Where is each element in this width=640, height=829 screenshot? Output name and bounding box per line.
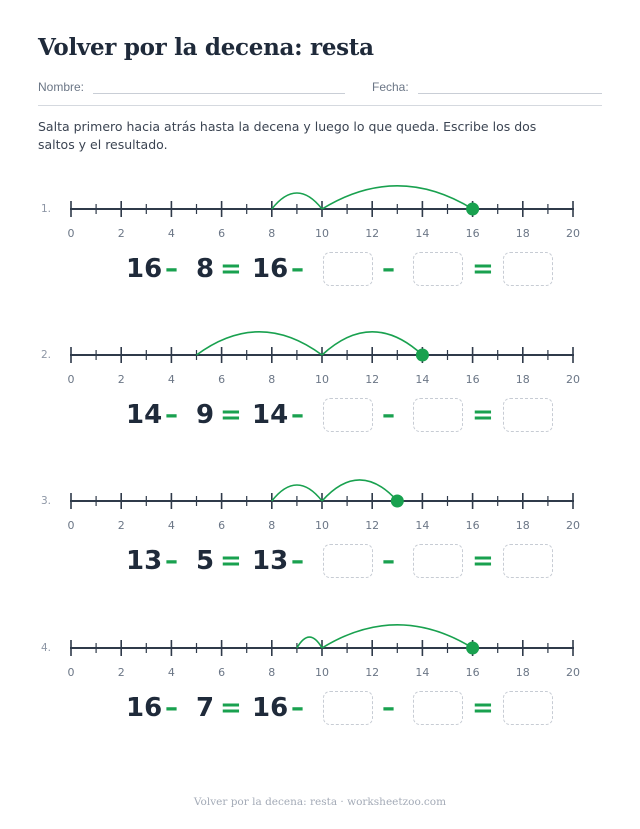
tick-label: 4 [167,227,175,240]
tick-label: 10 [315,519,329,532]
equals-sign: = [472,693,494,723]
number-line [0,200,640,245]
tick-label: 12 [365,519,380,532]
tick-label: 14 [415,373,430,386]
tick-label: 6 [218,666,226,679]
second-jump-box[interactable] [413,544,463,578]
minuend: 13 [126,546,163,576]
jump-arc [197,332,323,355]
tick-label: 8 [268,666,276,679]
minuend-repeat: 14 [252,400,289,430]
minuend-repeat: 13 [252,546,289,576]
subtrahend: 7 [196,693,215,723]
tick-label: 14 [415,666,430,679]
result-box[interactable] [503,398,553,432]
minus-sign: – [165,546,178,576]
date-field[interactable] [418,93,602,94]
date-label: Fecha: [372,80,409,94]
first-jump-box[interactable] [323,544,373,578]
tick-label: 0 [67,666,75,679]
tick-label: 20 [566,227,580,240]
minuend: 16 [126,693,163,723]
tick-label: 10 [315,227,329,240]
result-box[interactable] [503,544,553,578]
tick-label: 12 [365,373,380,386]
tick-label: 18 [515,373,530,386]
minus-sign: – [291,693,304,723]
minus-sign: – [382,693,395,723]
jump-arc [297,637,322,648]
first-jump-box[interactable] [323,398,373,432]
worksheet-title: Volver por la decena: resta [38,34,374,61]
subtrahend: 8 [196,254,215,284]
minus-sign: – [291,254,304,284]
minus-sign: – [382,546,395,576]
tick-label: 18 [515,519,530,532]
subtrahend: 9 [196,400,215,430]
equation [0,252,640,292]
minuend: 14 [126,400,163,430]
tick-label: 4 [167,373,175,386]
equation [0,544,640,584]
tick-label: 6 [218,373,226,386]
start-point-dot [466,203,479,216]
tick-label: 8 [268,519,276,532]
equals-sign: = [472,254,494,284]
start-point-dot [466,642,479,655]
tick-label: 20 [566,666,580,679]
equals-sign: = [220,254,242,284]
exercise-number: 2. [41,349,52,361]
result-box[interactable] [503,691,553,725]
exercise [0,639,640,759]
tick-label: 10 [315,373,329,386]
instructions: Salta primero hacia atrás hasta la decena y luego lo que queda. Escribe los dos saltos y el resultado. [38,119,537,152]
equals-sign: = [220,693,242,723]
tick-label: 18 [515,666,530,679]
minus-sign: – [291,546,304,576]
tick-label: 12 [365,227,380,240]
divider [38,105,602,106]
tick-label: 18 [515,227,530,240]
name-field[interactable] [93,93,345,94]
equals-sign: = [472,546,494,576]
number-line [0,492,640,537]
minus-sign: – [165,400,178,430]
minuend-repeat: 16 [252,693,289,723]
tick-label: 16 [465,666,480,679]
equals-sign: = [220,546,242,576]
footer: Volver por la decena: resta · worksheetzoo.com [193,796,447,808]
minus-sign: – [382,400,395,430]
tick-label: 4 [167,666,175,679]
second-jump-box[interactable] [413,691,463,725]
exercise-number: 3. [41,495,52,507]
name-label: Nombre: [38,80,85,94]
first-jump-box[interactable] [323,252,373,286]
exercise-number: 1. [41,203,52,215]
exercise [0,200,640,320]
equation [0,691,640,731]
minus-sign: – [291,400,304,430]
tick-label: 20 [566,519,580,532]
minuend-repeat: 16 [252,254,289,284]
tick-label: 8 [268,227,276,240]
number-line [0,639,640,684]
tick-label: 14 [415,519,430,532]
tick-label: 16 [465,519,480,532]
tick-label: 4 [167,519,175,532]
tick-label: 2 [117,666,125,679]
tick-label: 16 [465,227,480,240]
minus-sign: – [382,254,395,284]
minuend: 16 [126,254,163,284]
minus-sign: – [165,693,178,723]
tick-label: 2 [117,373,125,386]
result-box[interactable] [503,252,553,286]
tick-label: 20 [566,373,580,386]
second-jump-box[interactable] [413,398,463,432]
tick-label: 14 [415,227,430,240]
equals-sign: = [220,400,242,430]
tick-label: 10 [315,666,329,679]
tick-label: 16 [465,373,480,386]
tick-label: 6 [218,519,226,532]
exercise [0,492,640,612]
first-jump-box[interactable] [323,691,373,725]
number-line [0,346,640,391]
equals-sign: = [472,400,494,430]
tick-label: 2 [117,227,125,240]
tick-label: 12 [365,666,380,679]
tick-label: 0 [67,519,75,532]
tick-label: 0 [67,373,75,386]
start-point-dot [391,495,404,508]
jump-arc [322,480,397,501]
equation [0,398,640,438]
tick-label: 6 [218,227,226,240]
exercise-number: 4. [41,642,52,654]
minus-sign: – [165,254,178,284]
tick-label: 2 [117,519,125,532]
tick-label: 8 [268,373,276,386]
tick-label: 0 [67,227,75,240]
exercise [0,346,640,466]
start-point-dot [416,349,429,362]
second-jump-box[interactable] [413,252,463,286]
name-date-row [38,80,602,96]
subtrahend: 5 [196,546,215,576]
